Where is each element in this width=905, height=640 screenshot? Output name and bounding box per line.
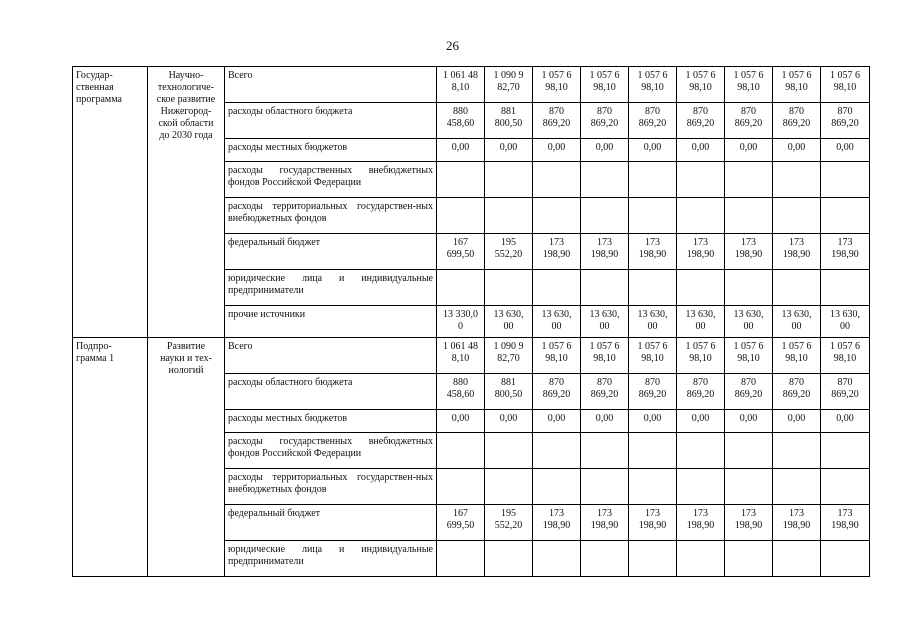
- value-cell: 0,00: [677, 410, 725, 433]
- value-cell: [821, 469, 870, 505]
- funding-source-cell: расходы областного бюджета: [225, 374, 437, 410]
- value-cell: 0,00: [821, 410, 870, 433]
- value-cell: 195 552,20: [485, 234, 533, 270]
- funding-source-cell: юридические лица и индивидуальные предприниматели: [225, 270, 437, 306]
- value-cell: [533, 469, 581, 505]
- value-cell: [581, 469, 629, 505]
- value-cell: 870 869,20: [773, 374, 821, 410]
- value-cell: 0,00: [725, 139, 773, 162]
- value-cell: [533, 433, 581, 469]
- value-cell: 13 630, 00: [533, 306, 581, 338]
- value-cell: 0,00: [677, 139, 725, 162]
- value-cell: 1 057 6 98,10: [629, 67, 677, 103]
- value-cell: [533, 541, 581, 577]
- value-cell: [629, 469, 677, 505]
- value-cell: [677, 270, 725, 306]
- value-cell: [629, 270, 677, 306]
- value-cell: [437, 469, 485, 505]
- program-level-cell: Подпро- грамма 1: [73, 338, 148, 577]
- table-row: [73, 67, 870, 103]
- value-cell: 1 057 6 98,10: [677, 338, 725, 374]
- value-cell: 870 869,20: [821, 103, 870, 139]
- value-cell: 0,00: [629, 410, 677, 433]
- value-cell: [773, 198, 821, 234]
- funding-source-cell: расходы областного бюджета: [225, 103, 437, 139]
- value-cell: [581, 541, 629, 577]
- funding-source-cell: прочие источники: [225, 306, 437, 338]
- value-cell: [725, 270, 773, 306]
- value-cell: 1 090 9 82,70: [485, 338, 533, 374]
- table-row: [73, 338, 870, 374]
- value-cell: [533, 270, 581, 306]
- value-cell: [485, 433, 533, 469]
- value-cell: [821, 433, 870, 469]
- value-cell: 13 630, 00: [725, 306, 773, 338]
- value-cell: 13 630, 00: [677, 306, 725, 338]
- value-cell: [485, 541, 533, 577]
- value-cell: 881 800,50: [485, 374, 533, 410]
- value-cell: 1 057 6 98,10: [629, 338, 677, 374]
- value-cell: [437, 433, 485, 469]
- value-cell: 0,00: [533, 410, 581, 433]
- value-cell: [629, 433, 677, 469]
- value-cell: [629, 198, 677, 234]
- value-cell: 870 869,20: [581, 374, 629, 410]
- funding-source-cell: Всего: [225, 338, 437, 374]
- value-cell: 1 057 6 98,10: [581, 67, 629, 103]
- funding-source-cell: Всего: [225, 67, 437, 103]
- value-cell: 1 057 6 98,10: [581, 338, 629, 374]
- value-cell: 0,00: [485, 410, 533, 433]
- value-cell: [437, 198, 485, 234]
- value-cell: [773, 541, 821, 577]
- value-cell: [629, 541, 677, 577]
- value-cell: [725, 198, 773, 234]
- program-name-cell: Развитие науки и тех- нологий: [148, 338, 225, 577]
- value-cell: 13 330,0 0: [437, 306, 485, 338]
- value-cell: 1 057 6 98,10: [821, 67, 870, 103]
- value-cell: [677, 541, 725, 577]
- value-cell: [581, 162, 629, 198]
- funding-source-cell: юридические лица и индивидуальные предприниматели: [225, 541, 437, 577]
- value-cell: [773, 469, 821, 505]
- value-cell: 870 869,20: [629, 374, 677, 410]
- value-cell: [773, 433, 821, 469]
- value-cell: 13 630, 00: [773, 306, 821, 338]
- value-cell: 1 057 6 98,10: [533, 338, 581, 374]
- value-cell: 173 198,90: [677, 505, 725, 541]
- value-cell: 0,00: [773, 139, 821, 162]
- value-cell: 173 198,90: [821, 505, 870, 541]
- funding-source-cell: федеральный бюджет: [225, 505, 437, 541]
- program-name-cell: Научно- технологиче- ское развитие Нижегород- ской области до 2030 года: [148, 67, 225, 338]
- value-cell: 167 699,50: [437, 505, 485, 541]
- program-level-cell: Государ- ственная программа: [73, 67, 148, 338]
- value-cell: 13 630, 00: [821, 306, 870, 338]
- value-cell: 173 198,90: [533, 234, 581, 270]
- value-cell: 173 198,90: [773, 505, 821, 541]
- value-cell: 173 198,90: [533, 505, 581, 541]
- value-cell: [677, 433, 725, 469]
- value-cell: 870 869,20: [725, 103, 773, 139]
- value-cell: 880 458,60: [437, 103, 485, 139]
- value-cell: [821, 541, 870, 577]
- value-cell: 870 869,20: [629, 103, 677, 139]
- value-cell: 13 630, 00: [581, 306, 629, 338]
- value-cell: [533, 198, 581, 234]
- value-cell: [485, 469, 533, 505]
- value-cell: [437, 270, 485, 306]
- value-cell: [677, 469, 725, 505]
- value-cell: 173 198,90: [677, 234, 725, 270]
- value-cell: 195 552,20: [485, 505, 533, 541]
- value-cell: 870 869,20: [581, 103, 629, 139]
- value-cell: [629, 162, 677, 198]
- value-cell: 870 869,20: [821, 374, 870, 410]
- value-cell: 0,00: [773, 410, 821, 433]
- value-cell: 173 198,90: [629, 505, 677, 541]
- funding-source-cell: расходы территориальных государствен-ных внебюджетных фондов: [225, 198, 437, 234]
- funding-source-cell: расходы территориальных государствен-ных внебюджетных фондов: [225, 469, 437, 505]
- value-cell: [677, 162, 725, 198]
- value-cell: 1 057 6 98,10: [677, 67, 725, 103]
- value-cell: 173 198,90: [725, 505, 773, 541]
- value-cell: 1 061 48 8,10: [437, 67, 485, 103]
- value-cell: [725, 162, 773, 198]
- value-cell: [581, 270, 629, 306]
- value-cell: 0,00: [821, 139, 870, 162]
- page-number: 26: [446, 38, 459, 53]
- funding-source-cell: федеральный бюджет: [225, 234, 437, 270]
- value-cell: 1 090 9 82,70: [485, 67, 533, 103]
- value-cell: [581, 198, 629, 234]
- funding-source-cell: расходы государственных внебюджетных фондов Российской Федерации: [225, 162, 437, 198]
- value-cell: 173 198,90: [629, 234, 677, 270]
- value-cell: 0,00: [581, 139, 629, 162]
- value-cell: 0,00: [437, 139, 485, 162]
- value-cell: [821, 198, 870, 234]
- value-cell: 1 057 6 98,10: [821, 338, 870, 374]
- value-cell: 173 198,90: [581, 234, 629, 270]
- value-cell: 173 198,90: [581, 505, 629, 541]
- value-cell: [485, 162, 533, 198]
- value-cell: 870 869,20: [725, 374, 773, 410]
- value-cell: 0,00: [533, 139, 581, 162]
- value-cell: 1 057 6 98,10: [533, 67, 581, 103]
- value-cell: [821, 162, 870, 198]
- value-cell: 1 057 6 98,10: [725, 338, 773, 374]
- value-cell: [485, 198, 533, 234]
- value-cell: 173 198,90: [773, 234, 821, 270]
- value-cell: 0,00: [629, 139, 677, 162]
- value-cell: [725, 469, 773, 505]
- value-cell: 1 057 6 98,10: [725, 67, 773, 103]
- funding-source-cell: расходы местных бюджетов: [225, 139, 437, 162]
- value-cell: 0,00: [725, 410, 773, 433]
- value-cell: [437, 162, 485, 198]
- value-cell: 870 869,20: [533, 374, 581, 410]
- value-cell: 1 061 48 8,10: [437, 338, 485, 374]
- value-cell: [773, 270, 821, 306]
- value-cell: 173 198,90: [821, 234, 870, 270]
- funding-source-cell: расходы местных бюджетов: [225, 410, 437, 433]
- value-cell: 13 630, 00: [485, 306, 533, 338]
- value-cell: 0,00: [581, 410, 629, 433]
- value-cell: [437, 541, 485, 577]
- value-cell: 0,00: [485, 139, 533, 162]
- value-cell: 870 869,20: [773, 103, 821, 139]
- value-cell: 1 057 6 98,10: [773, 67, 821, 103]
- value-cell: 13 630, 00: [629, 306, 677, 338]
- value-cell: [725, 433, 773, 469]
- value-cell: 870 869,20: [677, 103, 725, 139]
- value-cell: 881 800,50: [485, 103, 533, 139]
- value-cell: 173 198,90: [725, 234, 773, 270]
- value-cell: 870 869,20: [533, 103, 581, 139]
- value-cell: 167 699,50: [437, 234, 485, 270]
- value-cell: 870 869,20: [677, 374, 725, 410]
- funding-table: [72, 66, 870, 577]
- value-cell: [725, 541, 773, 577]
- value-cell: 1 057 6 98,10: [773, 338, 821, 374]
- value-cell: [581, 433, 629, 469]
- value-cell: 880 458,60: [437, 374, 485, 410]
- value-cell: [485, 270, 533, 306]
- value-cell: 0,00: [437, 410, 485, 433]
- funding-source-cell: расходы государственных внебюджетных фондов Российской Федерации: [225, 433, 437, 469]
- value-cell: [677, 198, 725, 234]
- value-cell: [821, 270, 870, 306]
- value-cell: [773, 162, 821, 198]
- value-cell: [533, 162, 581, 198]
